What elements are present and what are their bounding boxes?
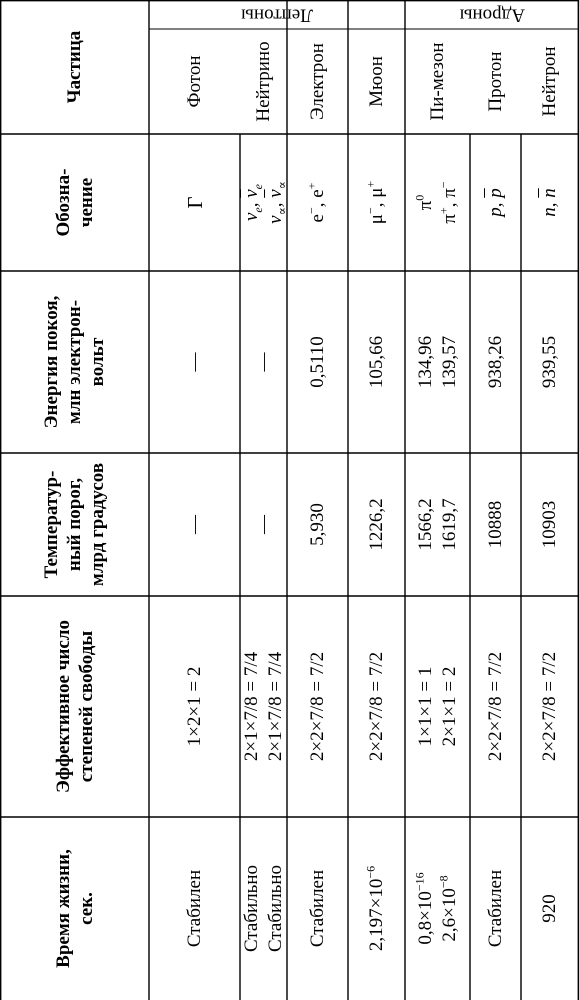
- header-lifetime: Время жизни, сек.: [52, 849, 97, 968]
- header-symbol: Обозна- чение: [52, 168, 97, 237]
- row-electron-lifetime: Стабилен: [306, 869, 328, 948]
- row-neutrino-lifetime: Стабильно Стабильно: [240, 864, 286, 953]
- row-neutrino-symbol: $\nu_e$, $\overline{\nu}_e$ $\nu_\propto$, $\overline{\nu}_\propto$: [240, 181, 289, 224]
- header-rest-energy: Энергия покоя, млн электрон- вольт: [41, 295, 108, 429]
- group-label-leptons: Лептоны: [241, 4, 313, 26]
- row-electron-symbol: e−, e+: [304, 182, 328, 223]
- row-neutron-symbol: n, $\overline{n}$: [539, 188, 560, 217]
- row-neutron-energy: 939,55: [539, 335, 560, 389]
- row-muon-particle: Мюон: [365, 56, 387, 107]
- row-electron-energy: 0,5110: [306, 336, 328, 388]
- header-threshold: Температур- ный порог, млрд градусов: [41, 462, 108, 587]
- row-muon-lifetime: $2,197\times 10^{-6}$: [363, 865, 387, 952]
- row-neutrino-threshold: —: [252, 515, 274, 534]
- row-neutrino-energy: —: [252, 352, 274, 372]
- row-neutron-dof: 2×2×7/8 = 7/2: [539, 651, 560, 762]
- header-dof: Эффективное число степеней свободы: [52, 620, 97, 793]
- row-proton-dof: 2×2×7/8 = 7/2: [484, 651, 506, 762]
- row-neutrino-dof: 2×1×7/8 = 7/4 2×1×7/8 = 7/4: [240, 651, 286, 762]
- row-muon-threshold: 1226,2: [365, 498, 387, 551]
- row-proton-energy: 938,26: [484, 335, 506, 389]
- row-photon-threshold: —: [183, 515, 205, 534]
- row-muon-energy: 105,66: [365, 335, 387, 389]
- row-pion-dof: 1×1×1 = 1 2×1×1 = 2: [414, 666, 460, 747]
- row-pion-symbol: $\pi^0$ π+, π−: [412, 181, 460, 224]
- row-photon-lifetime: Стабилен: [183, 869, 205, 948]
- row-neutron-lifetime: 920: [539, 894, 560, 923]
- row-proton-threshold: 10888: [484, 500, 506, 549]
- row-neutrino-particle: Нейтрино: [252, 41, 274, 122]
- row-pion-threshold: 1566,2 1619,7: [414, 498, 460, 551]
- row-proton-lifetime: Стабилен: [484, 869, 506, 948]
- row-proton-symbol: p, $\overline{p}$: [484, 188, 506, 217]
- row-pion-particle: Пи-мезон: [426, 42, 448, 121]
- row-photon-energy: —: [183, 352, 205, 372]
- row-pion-energy: 134,96 139,57: [414, 335, 460, 389]
- row-neutron-particle: Нейтрон: [539, 46, 560, 117]
- row-photon-dof: 1×2×1 = 2: [183, 666, 205, 747]
- row-proton-particle: Протон: [484, 51, 506, 112]
- row-photon-particle: Фотон: [183, 55, 205, 108]
- row-electron-dof: 2×2×7/8 = 7/2: [306, 651, 328, 762]
- row-muon-dof: 2×2×7/8 = 7/2: [365, 651, 387, 762]
- row-electron-threshold: 5,930: [306, 503, 328, 546]
- row-muon-symbol: μ−, μ+: [363, 180, 387, 225]
- row-pion-lifetime: $0,8\times 10^{-16}$ $2,6\times 10^{-8}$: [412, 872, 460, 945]
- row-electron-particle: Электрон: [306, 43, 328, 120]
- header-particle: Частица: [64, 30, 85, 104]
- group-label-hadrons: Адроны: [459, 4, 525, 26]
- row-photon-symbol: Γ: [182, 196, 207, 209]
- row-neutron-threshold: 10903: [539, 500, 560, 549]
